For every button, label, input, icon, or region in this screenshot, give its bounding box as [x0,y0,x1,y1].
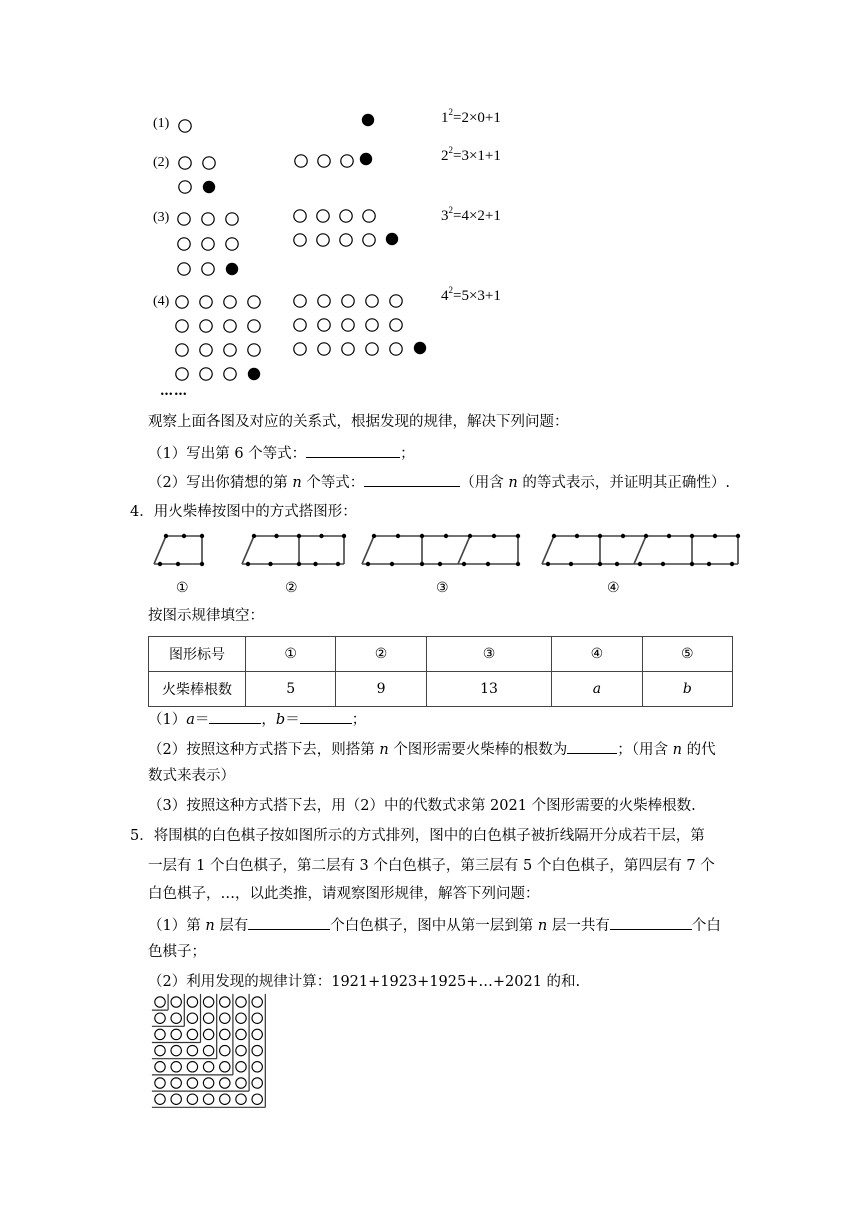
table-cell: ④ [552,637,642,672]
figure-label-3: (3) [153,210,170,225]
white-stone [155,1029,165,1039]
white-dot [178,238,190,250]
answer-blank[interactable] [364,471,460,487]
joint-dot [598,562,602,566]
answer-blank-a[interactable] [209,708,261,724]
white-stone [220,997,230,1007]
white-stone [155,1094,165,1104]
white-dot [318,343,330,355]
white-stone [252,1013,262,1023]
joint-dot [420,534,424,538]
white-dot [318,319,330,331]
joint-dot [297,562,301,566]
white-stone [252,997,262,1007]
joint-dot [516,534,520,538]
black-dot [362,114,374,126]
figure-label-2: (2) [153,155,170,170]
table-header-cell: 图形标号 [149,637,246,672]
white-stone [155,1045,165,1055]
matchstick [242,536,254,564]
q4-title: 4．用火柴棒按图中的方式搭图形： [130,504,357,520]
joint-dot [690,534,694,538]
white-stone [203,1078,213,1088]
matchstick [634,536,646,564]
white-dot [318,295,330,307]
joint-dot [420,562,424,566]
equation-2: $2^2=3\times 1+1$ [441,145,501,164]
white-stone [155,1078,165,1088]
matchstick-table [148,636,733,707]
white-dot [202,213,214,225]
white-dot [294,210,306,222]
joint-dot [158,562,162,566]
white-stone [171,997,181,1007]
table-cell: 13 [426,672,551,707]
q5-line3: 白色棋子，…，以此类推，请观察图形规律，解答下列问题： [148,886,540,902]
white-dot [363,210,375,222]
white-stone [220,1013,230,1023]
dot-pattern-svg [0,0,860,410]
white-dot [294,295,306,307]
joint-dot [644,534,648,538]
white-stone [236,1029,246,1039]
joint-dot [313,562,317,566]
white-dot [248,320,260,332]
joint-dot [366,562,370,566]
white-stone [171,1029,181,1039]
joint-dot [615,562,619,566]
white-stone [220,1094,230,1104]
black-dot [226,263,238,275]
table-cell: ⑤ [642,637,732,672]
joint-dot [268,562,272,566]
white-stone [203,1013,213,1023]
white-dot [224,296,236,308]
white-dot [318,155,330,167]
joint-dot [486,562,490,566]
joint-dot [690,562,694,566]
joint-dot [638,562,642,566]
white-stone [220,1045,230,1055]
white-stone [203,1045,213,1055]
white-dot [317,210,329,222]
white-stone [171,1078,181,1088]
white-dot [202,263,214,275]
white-stone [252,1045,262,1055]
joint-dot [552,534,556,538]
white-dot [200,344,212,356]
white-stone [187,1013,197,1023]
matchstick [154,536,166,564]
joint-dot [667,534,671,538]
white-dot [203,157,215,169]
white-stone [203,997,213,1007]
answer-blank[interactable] [567,738,617,754]
joint-dot [319,534,323,538]
joint-dot [200,562,204,566]
joint-dot [546,562,550,566]
white-dot [342,319,354,331]
white-stone [155,1062,165,1072]
white-dot [340,234,352,246]
q4-instruction: 按图示规律填空： [148,608,264,624]
white-dot [200,320,212,332]
table-row [149,637,733,672]
equation-1: $1^2=2\times 0+1$ [441,107,501,126]
black-dot [203,181,215,193]
joint-dot [390,562,394,566]
white-stone [236,1062,246,1072]
table-header-cell: 火柴棒根数 [149,672,246,707]
white-dot [366,295,378,307]
joint-dot [438,562,442,566]
table-cell: b [642,672,732,707]
white-dot [342,343,354,355]
joint-dot [182,534,186,538]
match-label-3: ③ [436,580,449,596]
white-dot [224,320,236,332]
table-cell: 9 [336,672,426,707]
white-dot [176,296,188,308]
table-cell: a [552,672,642,707]
white-stone [187,1078,197,1088]
joint-dot [713,534,717,538]
ellipsis: …… [160,384,188,399]
white-stone [187,997,197,1007]
white-stone [252,1029,262,1039]
joint-dot [575,534,579,538]
white-dot [248,296,260,308]
table-cell: 5 [246,672,336,707]
q5-line2: 一层有 1 个白色棋子，第二层有 3 个白色棋子，第三层有 5 个白色棋子，第四层有 7 个 [148,858,715,874]
joint-dot [462,562,466,566]
white-stone [203,1062,213,1072]
q4-part1: （1）a＝ ，b＝ ； [148,708,366,730]
joint-dot [707,562,711,566]
white-stone [220,1029,230,1039]
white-dot [390,343,402,355]
white-stone [220,1062,230,1072]
white-dot [226,213,238,225]
q3-part1: （1）写出第 6 个等式： ； [148,442,415,464]
q4-part2-cont: 数式来表示） [148,768,235,784]
go-stone-layers-svg [0,994,860,1114]
white-dot [294,319,306,331]
white-dot [366,343,378,355]
white-dot [295,155,307,167]
joint-dot [396,534,400,538]
joint-dot [598,534,602,538]
white-dot [363,234,375,246]
figure-label-4: (4) [153,294,170,309]
match-label-4: ④ [607,580,620,596]
joint-dot [336,562,340,566]
white-dot [178,213,190,225]
answer-blank-b[interactable] [300,708,352,724]
equation-3: $3^2=4\times 2+1$ [441,205,501,224]
black-dot [360,153,372,165]
joint-dot [297,534,301,538]
white-dot [176,368,188,380]
joint-dot [492,534,496,538]
white-dot [248,344,260,356]
q5-part2: （2）利用发现的规律计算：1921+1923+1925+…+2021 的和. [148,974,581,990]
match-label-1: ① [176,580,189,596]
white-stone [187,1062,197,1072]
white-dot [202,238,214,250]
joint-dot [274,534,278,538]
white-dot [176,344,188,356]
white-dot [200,368,212,380]
joint-dot [661,562,665,566]
white-dot [294,234,306,246]
table-cell: ② [336,637,426,672]
white-stone [236,1078,246,1088]
white-stone [187,1029,197,1039]
white-stone [203,1029,213,1039]
joint-dot [444,534,448,538]
white-dot [294,343,306,355]
q3-part2: （2）写出你猜想的第 n 个等式： （用含 n 的等式表示，并证明其正确性）. [148,471,730,493]
white-dot [341,155,353,167]
equation-4: $4^2=5\times 3+1$ [441,285,501,304]
white-dot [226,238,238,250]
white-stone [187,1094,197,1104]
black-dot [386,233,398,245]
joint-dot [164,534,168,538]
white-dot [317,234,329,246]
white-dot [340,210,352,222]
white-stone [171,1062,181,1072]
answer-blank[interactable] [306,442,400,458]
match-label-2: ② [285,580,298,596]
white-stone [236,1013,246,1023]
white-dot [179,181,191,193]
white-stone [155,1013,165,1023]
q5-part1-cont: 色棋子； [148,944,206,960]
white-dot [366,319,378,331]
matchstick [458,536,470,564]
matchstick [362,536,374,564]
white-stone [252,1078,262,1088]
white-stone [171,1094,181,1104]
joint-dot [569,562,573,566]
white-stone [252,1062,262,1072]
white-stone [236,1094,246,1104]
joint-dot [200,534,204,538]
joint-dot [468,534,472,538]
matchstick [542,536,554,564]
joint-dot [516,562,520,566]
black-dot [414,342,426,354]
black-dot [248,368,260,380]
white-stone [171,1013,181,1023]
joint-dot [736,534,740,538]
white-dot [342,295,354,307]
answer-blank[interactable] [610,914,692,930]
joint-dot [621,534,625,538]
white-dot [224,344,236,356]
white-stone [252,1094,262,1104]
white-stone [220,1078,230,1088]
joint-dot [176,562,180,566]
white-dot [390,319,402,331]
white-stone [187,1045,197,1055]
white-stone [155,997,165,1007]
white-dot [200,296,212,308]
q4-part3: （3）按照这种方式搭下去，用（2）中的代数式求第 2021 个图形需要的火柴棒根数. [148,798,696,814]
white-stone [236,997,246,1007]
joint-dot [730,562,734,566]
joint-dot [252,534,256,538]
table-row [149,672,733,707]
joint-dot [342,534,346,538]
white-dot [179,157,191,169]
q3-intro: 观察上面各图及对应的关系式，根据发现的规律，解决下列问题： [148,414,569,430]
joint-dot [246,562,250,566]
white-stone [236,1045,246,1055]
figure-label-1: (1) [153,116,170,131]
white-dot [178,263,190,275]
q5-line1: 5．将围棋的白色棋子按如图所示的方式排列，图中的白色棋子被折线隔开分成若干层，第 [130,828,705,844]
matchstick-figure-svg [0,528,860,598]
table-cell: ③ [426,637,551,672]
answer-blank[interactable] [248,914,330,930]
q5-part1: （1）第 n 层有 个白色棋子，图中从第一层到第 n 层一共有 个白 [148,914,721,936]
table-cell: ① [246,637,336,672]
white-stone [203,1094,213,1104]
white-dot [390,295,402,307]
white-dot [179,120,191,132]
white-stone [171,1045,181,1055]
q4-part2: （2）按照这种方式搭下去，则搭第 n 个图形需要火柴棒的根数为 ；（用含 n 的代 [148,738,716,760]
white-dot [224,368,236,380]
joint-dot [372,534,376,538]
white-dot [176,320,188,332]
